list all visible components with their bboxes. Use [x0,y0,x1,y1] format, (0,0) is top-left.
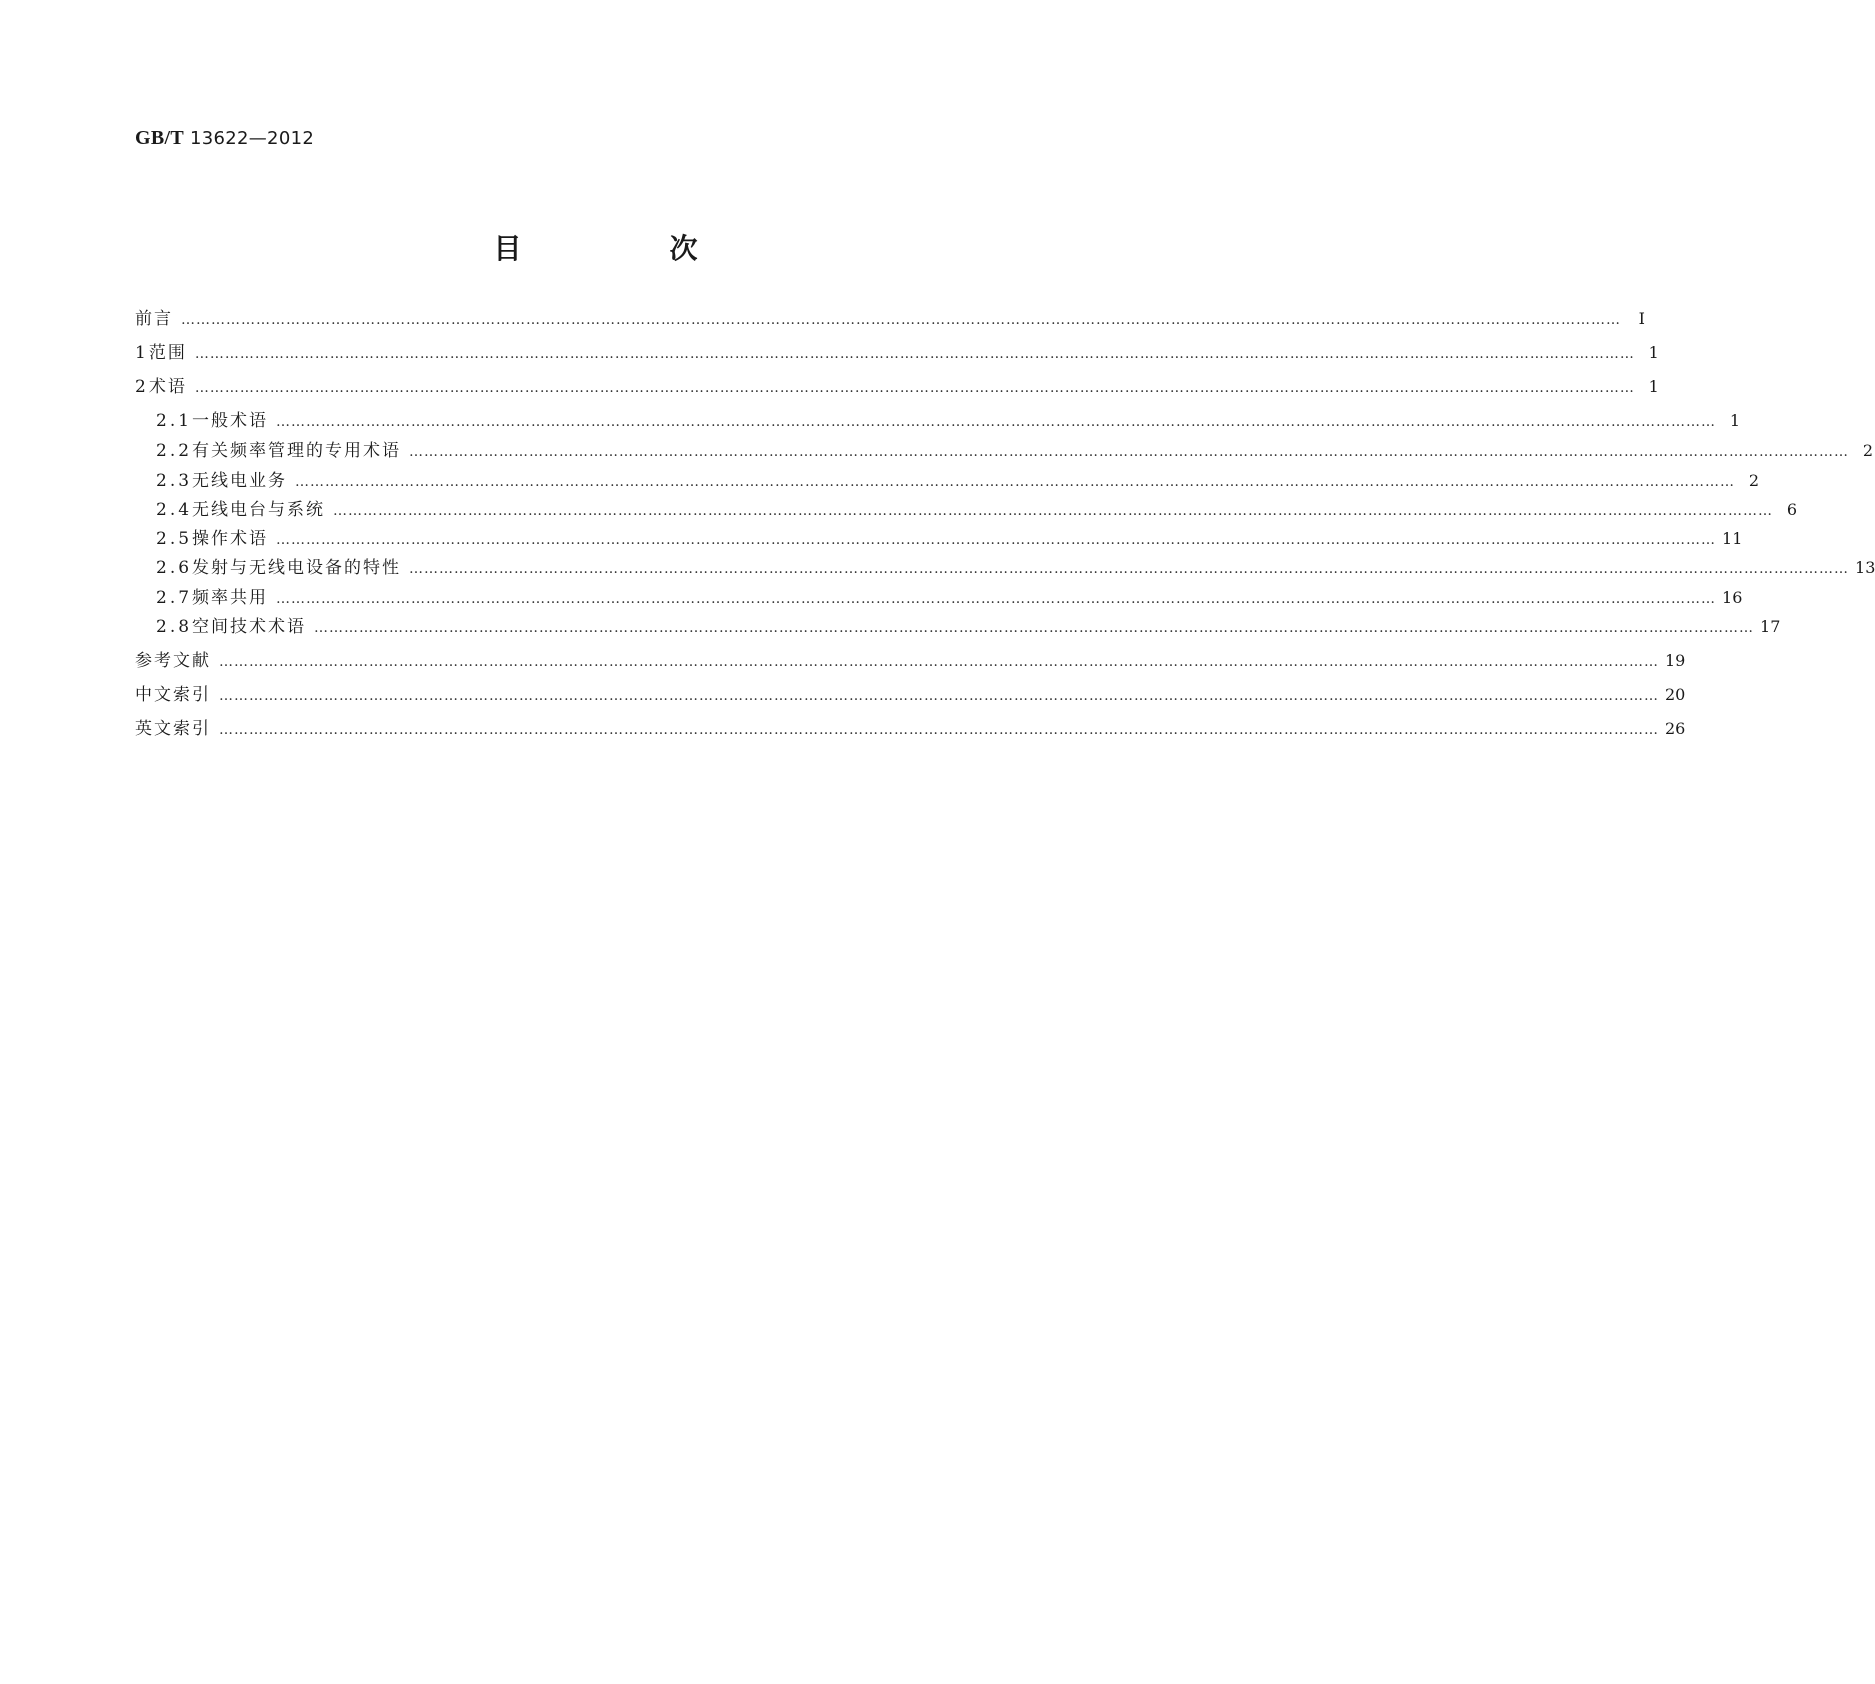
leader-dots: ……………………………………………………………………………………………………………………………………………………………………………………………………………………………………………………………… [219,654,1659,670]
toc-entry-label: 术语 [148,377,187,397]
toc-entry-number: 2.7 [156,588,193,608]
toc-entry-space-terms[interactable] [156,612,1781,640]
toc-entry-number: 2.2 [156,441,193,461]
leader-dots: ……………………………………………………………………………………………………………………………………………………………………………………………………………………………………………………………… [219,688,1659,704]
toc-entry-label: 参考文献 [135,651,211,671]
toc-entry-label: 前言 [135,309,173,329]
toc-entry-label: 有关频率管理的专用术语 [192,441,402,461]
toc-entry-page: 13 [1855,558,1875,577]
toc-entry-page: 17 [1760,617,1781,636]
toc-entry-terms[interactable] [135,372,1659,400]
leader-dots: ……………………………………………………………………………………………………………………………………………………………………………………………………………………………………………………………… [181,312,1621,328]
toc-entry-label: 无线电业务 [192,471,288,491]
toc-entry-page: 16 [1722,588,1743,607]
toc-entry-english-index[interactable] [135,714,1686,742]
leader-dots: ……………………………………………………………………………………………………………………………………………………………………………………………………………………………………………………………… [314,620,1755,636]
standard-code-prefix: GB/T [135,127,184,149]
leader-dots: ……………………………………………………………………………………………………………………………………………………………………………………………………………………………………………………………… [194,380,1635,396]
toc-entry-number: 2.5 [156,529,193,549]
toc-entry-scope[interactable] [135,338,1659,366]
toc-entry-number: 2 [135,377,149,397]
toc-entry-label: 空间技术术语 [192,617,307,637]
toc-entry-chinese-index[interactable] [135,680,1686,708]
toc-entry-operational-terms[interactable] [156,524,1743,552]
leader-dots: ……………………………………………………………………………………………………………………………………………………………………………………………………………………………………………………………… [333,503,1774,519]
toc-entry-radio-stations[interactable] [156,495,1798,523]
leader-dots: ……………………………………………………………………………………………………………………………………………………………………………………………………………………………………………………………… [295,474,1736,490]
toc-entry-page: 11 [1722,529,1743,548]
toc-entry-page: 1 [1648,377,1659,396]
toc-entry-preface[interactable] [135,304,1645,332]
toc-entry-page: Ⅰ [1638,309,1645,328]
toc-entry-number: 2.1 [156,411,193,431]
toc-entry-number: 2.6 [156,558,193,578]
leader-dots: ……………………………………………………………………………………………………………………………………………………………………………………………………………………………………………………………… [219,722,1659,738]
toc-entry-number: 1 [135,343,149,363]
page-title: 目 次 [493,232,758,265]
toc-entry-bibliography[interactable] [135,646,1686,674]
toc-entry-label: 发射与无线电设备的特性 [192,558,402,578]
toc-entry-number: 2.4 [156,500,193,520]
toc-entry-label: 无线电台与系统 [192,500,326,520]
toc-entry-frequency-management[interactable] [156,436,1874,464]
toc-entry-label: 中文索引 [135,685,211,705]
leader-dots: ……………………………………………………………………………………………………………………………………………………………………………………………………………………………………………………………… [276,591,1717,607]
toc-entry-page: 26 [1665,719,1686,738]
toc-entry-general-terms[interactable] [156,406,1741,434]
toc-entry-page: 6 [1786,500,1798,519]
toc-entry-page: 2 [1748,471,1760,490]
toc-entry-page: 1 [1648,343,1659,362]
toc-entry-label: 频率共用 [192,588,269,608]
leader-dots: ……………………………………………………………………………………………………………………………………………………………………………………………………………………………………………………………… [276,414,1717,430]
standard-code-number: 13622—2012 [190,128,315,149]
standard-code [135,127,314,150]
leader-dots: ……………………………………………………………………………………………………………………………………………………………………………………………………………………………………………………………… [276,532,1717,548]
toc-entry-frequency-sharing[interactable] [156,583,1743,611]
toc-entry-number: 2.3 [156,471,193,491]
toc-entry-page: 2 [1862,441,1874,460]
leader-dots: ……………………………………………………………………………………………………………………………………………………………………………………………………………………………………………………………… [194,346,1635,362]
toc-entry-page: 20 [1665,685,1686,704]
toc-entry-number: 2.8 [156,617,193,637]
toc-entry-label: 操作术语 [192,529,269,549]
toc-entry-page: 1 [1729,411,1741,430]
toc-entry-label: 一般术语 [192,411,269,431]
toc-entry-label: 范围 [148,343,187,363]
toc-entry-emission-characteristics[interactable] [156,553,1875,581]
toc-entry-page: 19 [1665,651,1686,670]
leader-dots: ……………………………………………………………………………………………………………………………………………………………………………………………………………………………………………………………… [409,444,1850,460]
leader-dots: ……………………………………………………………………………………………………………………………………………………………………………………………………………………………………………………………… [409,561,1850,577]
toc-entry-label: 英文索引 [135,719,211,739]
toc-entry-radio-services[interactable] [156,466,1760,494]
